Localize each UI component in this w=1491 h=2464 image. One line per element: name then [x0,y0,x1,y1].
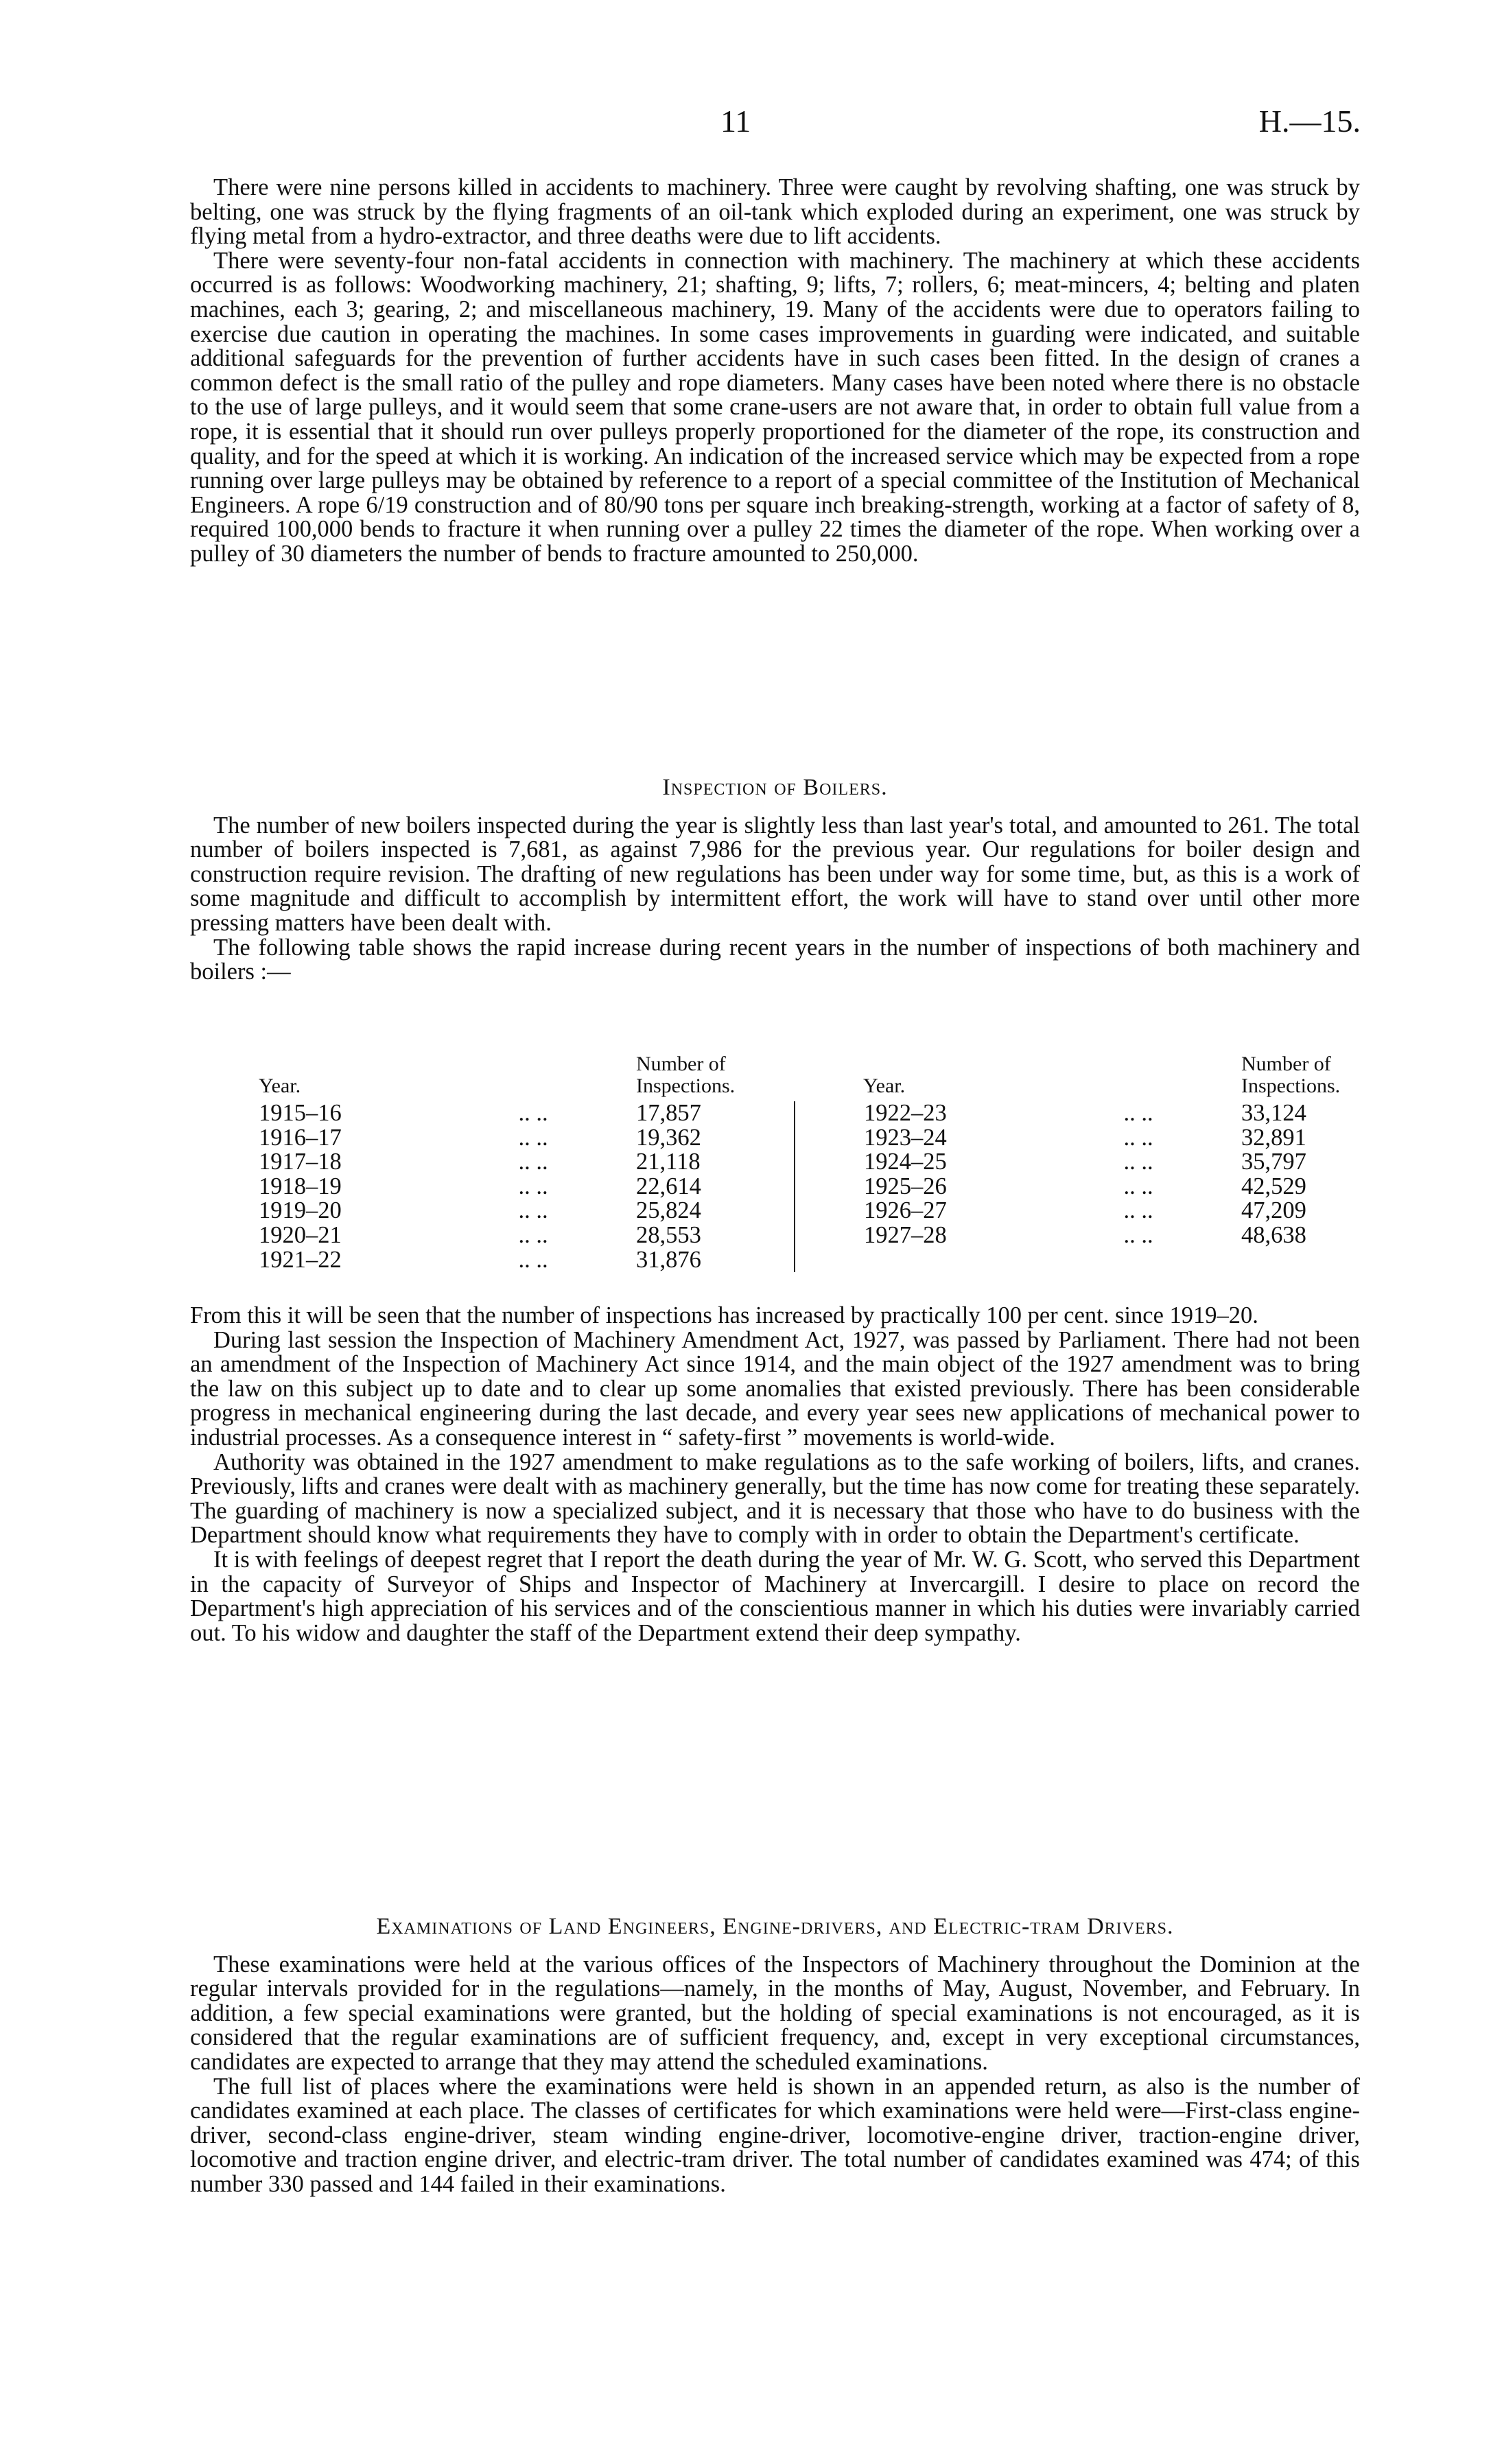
year-cell: 1915–16 [259,1100,342,1126]
year-cell: 1927–28 [864,1221,947,1248]
leader-dots: .. .. [518,1221,548,1248]
table-row [190,1248,1372,1273]
table-row [190,1199,1372,1223]
column-divider [766,1150,795,1175]
table-row [190,1175,1372,1199]
paragraph: The full list of places where the examinations were held is shown in an appended return, as also is the number of candidates examined at each place. The classes of certificates for which examinations were held were—First-class engine-driver, second-class engine-driver, steam winding engine-driver, locomotive-engine driver, traction-engine driver, locomotive and traction engine driver, and electric-tram driver. The total number of candidates examined was 474; of this number 330 passed and 144 failed in their examinations. [190,2073,1360,2197]
column-divider [766,1199,795,1223]
table-row [190,1126,1372,1151]
inspections-cell: 47,209 [1241,1197,1306,1224]
page-number: 11 [720,104,751,139]
inspections-cell: 17,857 [636,1100,701,1126]
paragraph: The number of new boilers inspected during the year is slightly less than last year's total, and amounted to 261. The total number of boilers inspected is 7,681, as against 7,986 for the previous year. Our regulations for boiler design and construction require revision. The drafting of new regulations has been under way for some time, but, as this is a work of some magnitude and difficult to accomplish by intermittent effort, the work will have to stand over until other more pressing matters have been dealt with. [190,812,1360,936]
paragraph: There were seventy-four non-fatal accidents in connection with machinery. The machinery at which these accidents occurred is as follows: Woodworking machinery, 21; shafting, 9; lifts, 7; rollers, 6; meat-mincers, 4; belting and platen machines, each 3; gearing, 2; and miscellaneous machinery, 19. Many of the accidents were due to operators failing to exercise due caution in operating the machines. In some cases improvements in guarding were indicated, and suitable additional safeguards for the prevention of further accidents have in such cases been fitted. In the design of cranes a common defect is the small ratio of the pulley and rope diameters. Many cases have been noted where there is no obstacle to the use of large pulleys, and it would seem that some crane-users are not aware that, in order to obtain full value from a rope, it is essential that it should run over pulleys properly proportioned for the diameter of the rope, its construction and quality, and for the speed at which it is working. An indication of the increased service which may be expected from a rope running over large pulleys may be obtained by reference to a report of a special committee of the Institution of Mechanical Engineers. A rope 6/19 construction and of 80/90 tons per square inch breaking-strength, working at a factor of safety of 8, required 100,000 bends to fracture it when running over a pulley 22 times the diameter of the rope. When working over a pulley of 30 diameters the number of bends to fracture amounted to 250,000. [190,247,1360,567]
column-divider [766,1126,795,1151]
col-header-year: Year. [259,1075,301,1097]
year-cell: 1925–26 [864,1173,947,1199]
year-cell: 1920–21 [259,1221,342,1248]
boilers-section-continued [190,1304,1360,1645]
section-heading: Examinations of Land Engineers, Engine-drivers, and Electric-tram Drivers. [376,1914,1174,1939]
col-header-number: Number of Inspections. [1241,1053,1341,1097]
paragraph: It is with feelings of deepest regret that I report the death during the year of Mr. W. G. Scott, who served this Department in the capacity of Surveyor of Ships and Inspector of Machinery at Invercargill. I desire to place on record the Department's high appreciation of his services and of the conscientious manner in which his duties were invariably carried out. To his widow and daughter the staff of the Department extend their deep sympathy. [190,1546,1360,1646]
leader-dots: .. .. [1123,1173,1153,1199]
leader-dots: .. .. [1123,1221,1153,1248]
leader-dots: .. .. [1123,1197,1153,1224]
inspections-cell: 31,876 [636,1246,701,1273]
inspections-cell: 19,362 [636,1124,701,1151]
column-divider [766,1101,795,1126]
year-cell: 1922–23 [864,1100,947,1126]
empty-cell [1241,1248,1372,1273]
inspections-cell: 22,614 [636,1173,701,1199]
inspections-cell: 32,891 [1241,1124,1306,1151]
machinery-accidents-section [190,176,1360,567]
year-cell: 1916–17 [259,1124,342,1151]
leader-dots: .. .. [518,1197,548,1224]
inspections-cell: 42,529 [1241,1173,1306,1199]
year-cell: 1923–24 [864,1124,947,1151]
year-cell: 1926–27 [864,1197,947,1224]
inspections-cell: 33,124 [1241,1100,1306,1126]
paragraph: There were nine persons killed in accidents to machinery. Three were caught by revolving shafting, one was struck by belting, one was struck by the flying fragments of an oil-tank which exploded during an experiment, one was struck by flying metal from a hydro-extractor, and three deaths were due to lift accidents. [190,174,1360,250]
leader-dots: .. .. [518,1100,548,1126]
inspections-cell: 25,824 [636,1197,701,1224]
inspections-cell: 28,553 [636,1221,701,1248]
year-cell: 1924–25 [864,1149,947,1175]
col-header-number: Number of Inspections. [636,1053,736,1097]
empty-cell [795,1248,1035,1273]
empty-cell [1035,1248,1241,1273]
paragraph: Authority was obtained in the 1927 amendment to make regulations as to the safe working of boilers, lifts, and cranes. Previously, lifts and cranes were dealt with as machinery generally, but the time has now come for treating these separately. The guarding of machinery is now a specialized subject, and it is necessary that those who have to do business with the Department should know what requirements they have to comply with in order to obtain the Department's certificate. [190,1448,1360,1549]
examinations-section [190,1914,1360,2197]
year-cell: 1921–22 [259,1246,342,1273]
year-cell: 1918–19 [259,1173,342,1199]
paragraph: The following table shows the rapid increase during recent years in the number of inspections of both machinery and boilers :— [190,934,1360,985]
paragraph: From this it will be seen that the number of inspections has increased by practically 100 per cent. since 1919–20. [190,1302,1258,1328]
section-heading: Inspection of Boilers. [662,775,888,800]
column-divider [766,1248,795,1273]
leader-dots: .. .. [1123,1124,1153,1151]
leader-dots: .. .. [518,1173,548,1199]
inspections-cell: 21,118 [636,1149,701,1175]
leader-dots: .. .. [518,1246,548,1273]
paragraph: During last session the Inspection of Machinery Amendment Act, 1927, was passed by Parliament. There had not been an amendment of the Inspection of Machinery Act since 1914, and the main object of the 1927 amendment was to bring the law on this subject up to date and to clear up some anomalies that existed previously. There has been considerable progress in mechanical engineering during the last decade, and every year sees new applications of mechanical power to industrial processes. As a consequence interest in “ safety-first ” movements is world-wide. [190,1326,1360,1451]
column-divider [766,1223,795,1248]
column-divider [766,1175,795,1199]
leader-dots: .. .. [518,1124,548,1151]
leader-dots: .. .. [518,1149,548,1175]
col-header-year: Year. [863,1075,906,1097]
leader-dots: .. .. [1123,1100,1153,1126]
table-row [190,1101,1372,1126]
table-row [190,1150,1372,1175]
boilers-section [190,775,1360,985]
table-row [190,1223,1372,1248]
inspections-cell: 48,638 [1241,1221,1306,1248]
year-cell: 1919–20 [259,1197,342,1224]
inspections-cell: 35,797 [1241,1149,1306,1175]
inspections-table [190,1053,1372,1272]
paragraph: These examinations were held at the various offices of the Inspectors of Machinery throughout the Dominion at the regular intervals provided for in the regulations—namely, in the months of May, August, November, and February. In addition, a few special examinations were granted, but the holding of special examinations is not encouraged, as it is considered that the regular examinations are of sufficient frequency, and, except in very exceptional circumstances, candidates are expected to arrange that they may attend the scheduled examinations. [190,1951,1360,2075]
document-reference: H.—15. [1258,104,1361,139]
year-cell: 1917–18 [259,1149,342,1175]
leader-dots: .. .. [1123,1149,1153,1175]
